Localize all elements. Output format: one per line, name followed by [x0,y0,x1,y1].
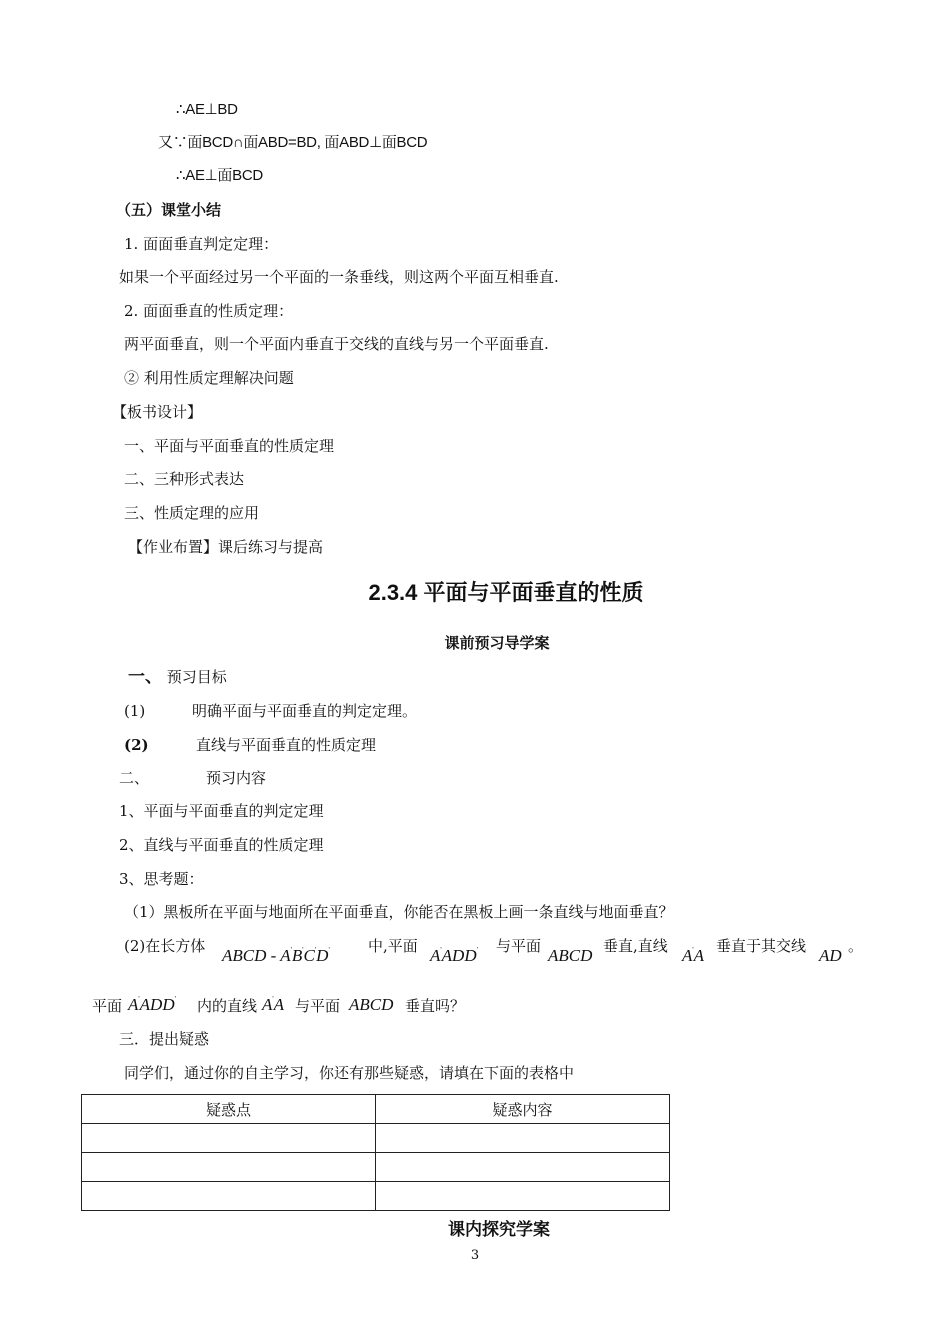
question-2-part-g: 平面 [92,997,123,1015]
goal-1-number: (1) [124,702,146,720]
content-item-1: 1、平面与平面垂直的判定定理 [119,802,324,820]
goal-2-number: (2) [124,736,149,754]
table-row [82,1153,670,1182]
homework-line: 【作业布置】课后练习与提高 [128,538,324,556]
page-number: 3 [470,1248,480,1263]
goal-1-text: 明确平面与平面垂直的判定定理。 [192,702,418,720]
table-cell[interactable] [376,1182,670,1211]
column-header-doubt-content: 疑惑内容 [376,1095,670,1124]
math-line-repeat: A'A [262,995,285,1014]
math-plane-1-repeat: A'ADD' [128,995,176,1014]
content-item-2: 2、直线与平面垂直的性质定理 [119,836,324,854]
table-row [82,1124,670,1153]
summary-item-3: ② 利用性质定理解决问题 [124,369,294,387]
question-2-part-c: 与平面 [496,937,542,955]
goal-2-text: 直线与平面垂直的性质定理 [196,736,377,754]
inclass-title: 课内探究学案 [448,1220,550,1240]
doubts-table [81,1094,670,1211]
math-plane-1: A'ADD' [430,946,478,965]
table-row [82,1182,670,1211]
summary-item-2: 2. 面面垂直的性质定理： [124,302,294,320]
question-2-part-e: 垂直于其交线 [716,937,807,955]
doubts-intro: 同学们，通过你的自主学习，你还有那些疑惑，请填在下面的表格中 [124,1064,575,1082]
math-plane-2: ABCD [548,946,593,965]
table-header-row [82,1095,670,1124]
question-2-part-f: 。 [848,937,864,955]
table-cell[interactable] [82,1153,376,1182]
summary-heading: （五）课堂小结 [116,201,222,219]
math-plane-2-repeat: ABCD [349,995,394,1014]
section-title: 2.3.4 平面与平面垂直的性质 [368,580,644,605]
goals-heading: 一、 预习目标 [128,667,227,687]
question-2-part-j: 垂直吗？ [405,997,466,1015]
goals-heading-text: 预习目标 [162,668,227,686]
proof-line-3: ∴AE⊥面BCD [176,167,263,184]
math-line: A'A [682,946,705,965]
content-heading-number: 二、 [119,769,150,787]
table-cell[interactable] [82,1124,376,1153]
question-2-part-i: 与平面 [295,997,341,1015]
math-box-name: ABCD - A'B'C'D' [222,946,330,965]
proof-line-2: 又∵面BCD∩面ABD=BD, 面ABD⊥面BCD [158,134,428,151]
table-cell[interactable] [82,1182,376,1211]
table-cell[interactable] [376,1153,670,1182]
board-heading: 【板书设计】 [112,403,203,421]
summary-item-2-text: 两平面垂直，则一个平面内垂直于交线的直线与另一个平面垂直. [124,335,549,353]
preview-title: 课前预习导学案 [444,634,550,652]
summary-item-1: 1. 面面垂直判定定理： [124,235,279,253]
question-2-part-d: 垂直,直线 [603,937,668,955]
doubts-heading: 三．提出疑惑 [119,1030,210,1048]
proof-line-1: ∴AE⊥BD [176,101,238,118]
board-item: 一、平面与平面垂直的性质定理 [124,437,335,455]
content-item-3: 3、思考题： [119,870,204,888]
question-2-part-a: (2)在长方体 [124,937,206,955]
board-item: 二、三种形式表达 [124,470,245,488]
column-header-doubt-point: 疑惑点 [82,1095,376,1124]
question-1: （1）黑板所在平面与地面所在平面垂直，你能否在黑板上画一条直线与地面垂直？ [124,903,674,921]
question-2-part-b: 中,平面 [368,937,418,955]
content-heading-text: 预习内容 [206,769,267,787]
board-item: 三、性质定理的应用 [124,504,260,522]
question-2-part-h: 内的直线 [197,997,258,1015]
table-cell[interactable] [376,1124,670,1153]
summary-item-1-text: 如果一个平面经过另一个平面的一条垂线，则这两个平面互相垂直. [119,268,559,286]
math-intersection: AD [819,946,842,965]
